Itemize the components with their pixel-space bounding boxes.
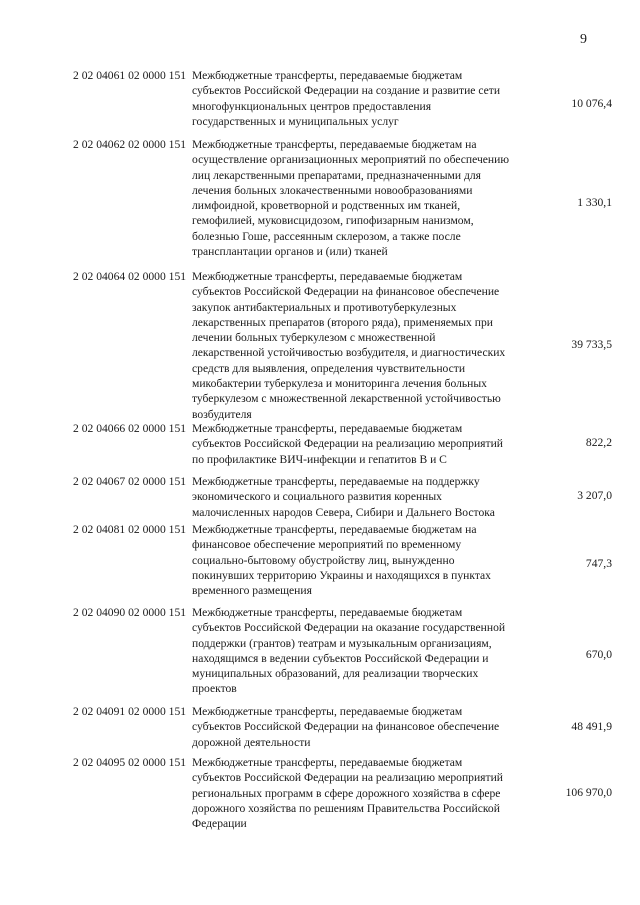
row-description: Межбюджетные трансферты, передаваемые бюджетам субъектов Российской Федерации на создание и развитие сети многофункциональных центров предоставления государственных и муниципальных услуг — [192, 69, 501, 128]
row-description: Межбюджетные трансферты, передаваемые бюджетам субъектов Российской Федерации на оказание государственной поддержки (грантов) театрам и музыкальным организациям, находящимся в ведении субъектов Российской Федерации и муниципальных образований, для реализации творческих проектов — [192, 606, 506, 696]
row-amount: 106 970,0 — [565, 786, 612, 799]
row-description: Межбюджетные трансферты, передаваемые бюджетам субъектов Российской Федерации на реализацию мероприятий по профилактике ВИЧ-инфекции и гепатитов В и С — [192, 422, 503, 466]
row-amount: 48 491,9 — [571, 720, 612, 733]
budget-code: 2 02 04066 02 0000 151 — [73, 422, 187, 435]
budget-code: 2 02 04062 02 0000 151 — [73, 138, 187, 151]
row-description: Межбюджетные трансферты, передаваемые бюджетам на осуществление организационных мероприятий по обеспечению лиц лекарственными препаратами, предназначенными для лечения больных злокачественными новообразованиями лимфоидной, кроветворной и родственных им тканей, гемофилией, муковисцидозом, гипофизарным нанизмом, болезнью Гоше, рассеянным склерозом, а также после трансплантации органов и (или) тканей — [192, 138, 510, 259]
row-amount: 1 330,1 — [577, 196, 612, 209]
row-amount: 39 733,5 — [571, 338, 612, 351]
row-description: Межбюджетные трансферты, передаваемые бюджетам на финансовое обеспечение мероприятий по временному социально-бытовому обустройству лиц, вынужденно покинувших территорию Украины и находящихся в пунктах временного размещения — [192, 523, 491, 598]
row-amount: 10 076,4 — [571, 97, 612, 110]
budget-code: 2 02 04064 02 0000 151 — [73, 270, 187, 283]
row-amount: 822,2 — [585, 436, 612, 449]
budget-code: 2 02 04081 02 0000 151 — [73, 523, 187, 536]
row-description: Межбюджетные трансферты, передаваемые бюджетам субъектов Российской Федерации на финансовое обеспечение дорожной деятельности — [192, 705, 500, 749]
budget-code: 2 02 04095 02 0000 151 — [73, 756, 187, 769]
row-description: Межбюджетные трансферты, передаваемые бюджетам субъектов Российской Федерации на финансовое обеспечение закупок антибактериальных и противотуберкулезных лекарственных препаратов (второго ряда), применяемых при лечении больных туберкулезом с множественной лекарственной устойчивостью возбудителя, и диагностических средств для выявления, определения чувствительности микобактерии туберкулеза и мониторинга лечения больных туберкулезом с множественной лекарственной устойчивостью возбудителя — [192, 270, 506, 421]
row-description: Межбюджетные трансферты, передаваемые на поддержку экономического и социального развития коренных малочисленных народов Севера, Сибири и Дальнего Востока — [192, 475, 495, 519]
page-number: 9 — [580, 32, 587, 47]
row-amount: 747,3 — [585, 557, 612, 570]
budget-code: 2 02 04061 02 0000 151 — [73, 69, 187, 82]
row-amount: 670,0 — [585, 648, 612, 661]
row-amount: 3 207,0 — [577, 489, 612, 502]
budget-code: 2 02 04067 02 0000 151 — [73, 475, 187, 488]
row-description: Межбюджетные трансферты, передаваемые бюджетам субъектов Российской Федерации на реализацию мероприятий региональных программ в сфере дорожного хозяйства в сфере дорожного хозяйства по решениям Правительства Российской Федерации — [192, 756, 503, 831]
budget-code: 2 02 04090 02 0000 151 — [73, 606, 187, 619]
budget-code: 2 02 04091 02 0000 151 — [73, 705, 187, 718]
